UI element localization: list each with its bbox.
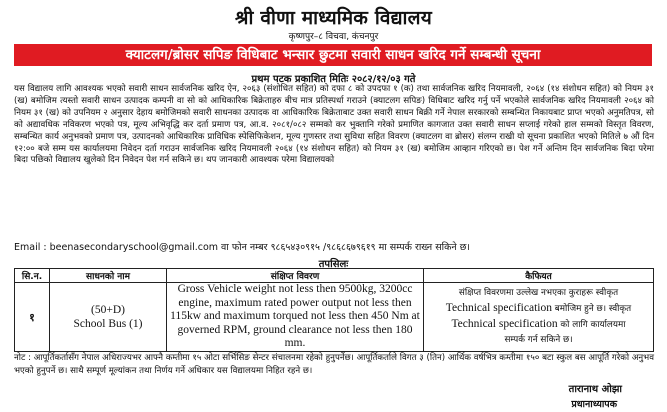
table-header-row bbox=[15, 269, 654, 283]
table-title: तपसिलः bbox=[318, 259, 349, 270]
signatory-name: तारानाथ ओझा bbox=[568, 384, 622, 395]
notice-body: यस विद्यालय लागि आवश्यक भएको सवारी साधन सार्वजनिक खरिद ऐन, २०६३ (संशोधित सहित) को दफा ८ को उपदफा १ (क) तथा सार्वजनिक खरिद नियमावली, २०६४ (१४ संशोधन सहित) को नियम ३१ (ख) बमोजिम त्यस्तो सवारी साधन उत्पादक कम्पनी वा सो को आधिकारिक बिक्रेताहरु बीच मात्र प्रतिस्पर्धा गराउने (क्याटलग सपिङ) विधिबाट खरिद गर्नु पर्ने भएकोले सार्वजनिक खरिद नियमावली २०६४ को नियम ३१ (ख) को उपनियम २ अनुसार देहाय बमोजिमको सवारी साधनका उत्पादक वा आधिकारिक बिक्रेताबाट उक्त सवारी साधन बिक्री गर्ने नेपाल सरकारको सम्बन्धित निकायबाट प्राप्त भएको अनुमतिपत्र, सो को अद्यावधिक नविकरण भएको पत्र, मूल्य अभिवृद्धि कर दर्ता प्रमाण पत्र, आ.व. २०८१/०८२ सम्मको कर भुक्तानि गरेको प्रमाणित कागजात उक्त सवारी साधन सप्लाई गरेको हाल सम्मको विस्तृत विवरण, सम्बन्धित कार्य अनुभवको प्रमाण पत्र, उत्पादनको आधिकारिक प्राविधिक स्पेसिफिकेशन, मूल्य गुणस्तर तथा सुविधा सहित विवरण (क्याटलग वा ब्रोसर) संलग्न राखी यो सूचना प्रकाशित भएको मितिले ७ औं दिन १२:०० बजे सम्म यस कार्यालयमा निवेदन दर्ता गराउन सार्वजनिक खरिद नियमावली २०६४ (१४ संशोधन सहित) को नियम ३१ (ख) बमोजिम आव्हान गरिएको छ। पेश गर्ने अन्तिम दिन सार्वजनिक बिदा परेमा बिदा पछिको विद्यालय खुलेको दिन निवेदन पेश गर्न सकिने छ। थप जानकारी आवश्यक परेमा विद्यालयको bbox=[14, 84, 654, 166]
remark-tech-spec-2: Technical specification bbox=[451, 318, 558, 330]
row-remarks bbox=[424, 283, 654, 352]
remark-tech-spec-1: Technical specification bbox=[445, 302, 552, 314]
publication-date: प्रथम पटक प्रकाशित मितिः २०८२/१२/०३ गते bbox=[251, 74, 416, 85]
school-address: कृष्णपुर–८ विचवा, कंचनपुर bbox=[288, 32, 379, 42]
specification-table bbox=[14, 268, 654, 352]
header-serial: सि.न. bbox=[15, 269, 50, 283]
header-vehicle-name: साधनको नाम bbox=[50, 269, 167, 283]
row-description: Gross Vehicle weight not less then 9500kg, 3200cc engine, maximum rated power output not less then 115kw and maximum torqued not less then 450 Nm at governed RPM, ground clearance not less then 180 mm. bbox=[167, 283, 424, 352]
remark-line-3-text: को लागि कार्यालयमा bbox=[560, 320, 626, 330]
remark-line-4: सम्पर्क गर्न सकिने छ। bbox=[504, 335, 573, 345]
signatory-title: प्रधानाध्यापक bbox=[571, 399, 617, 410]
table-row bbox=[15, 283, 654, 352]
vehicle-type: School Bus (1) bbox=[73, 318, 143, 330]
notice-headline: क्याटलग/ब्रोसर सपिङ विधिबाट भन्सार छुटमा सवारी साधन खरिद गर्ने सम्बन्धी सूचना bbox=[14, 44, 652, 66]
footer-note: नोट : आपूर्तिकर्तासँग नेपाल अधिराज्यभर आफ्नै कम्तीमा १५ ओटा सर्भिसिङ सेन्टर संचालनमा रहेको हुनुपर्नेछ। आपूर्तिकर्ताले विगत ३ (तिन) आर्थिक वर्षभित्र कम्तीमा १५० बटा स्कुल बस आपूर्ति गरेको अनुभव भएको हुनुपर्ने छ। साथै सम्पूर्ण मूल्यांकन तथा निर्णय गर्ने अधिकार यस विद्यालयमा निहित रहने छ। bbox=[14, 353, 654, 376]
row-serial: १ bbox=[15, 283, 50, 352]
remark-line-3 bbox=[427, 317, 650, 333]
remark-line-2 bbox=[427, 301, 650, 317]
header-description: संक्षिप्त विवरण bbox=[167, 269, 424, 283]
remark-line-1: संक्षिप्त विवरणमा उल्लेख नभएका कुराहरू स्वीकृत bbox=[458, 288, 619, 298]
school-name: श्री वीणा माध्यमिक विद्यालय bbox=[235, 7, 432, 29]
contact-line: Email : beenasecondaryschool@gmail.com वा फोन नम्बर ९८६५४३०९१५ /९८६८६७९६१९ मा सम्पर्क राख्न सकिने छ। bbox=[14, 242, 470, 253]
remark-line-2-text: बमोजिम हुने छ। स्वीकृत bbox=[554, 304, 632, 314]
header-remarks: कैफियत bbox=[424, 269, 654, 283]
row-vehicle-name bbox=[50, 283, 167, 352]
vehicle-capacity: (50+D) bbox=[91, 304, 125, 316]
